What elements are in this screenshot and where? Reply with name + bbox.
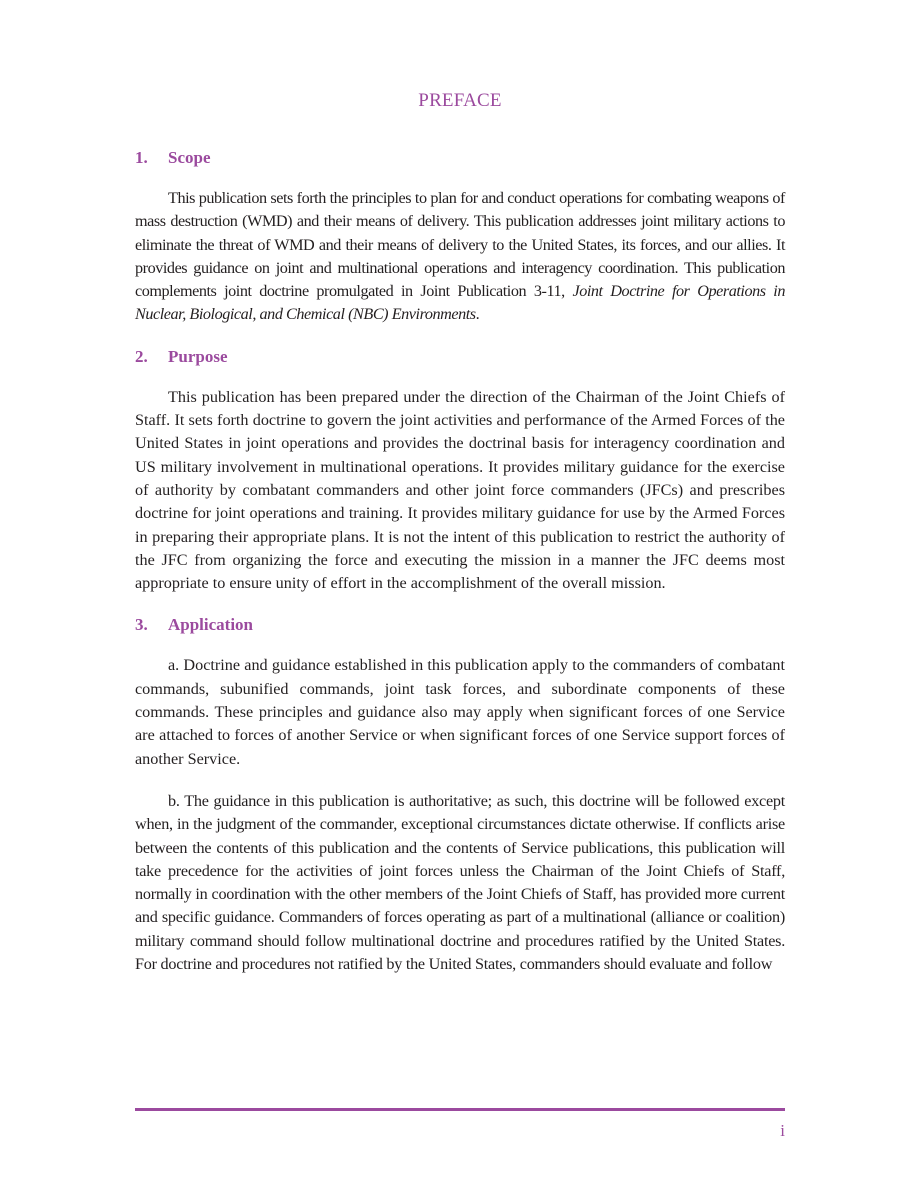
section-number: 1. (135, 148, 148, 167)
page-number: i (780, 1121, 785, 1140)
purpose-paragraph: This publication has been prepared under the direction of the Chairman of the Joint Chiefs of Staff. It sets forth doctrine to govern the joint activities and performance of the Armed Forces of the United States in joint operations and provides the doctrinal basis for interagency coordination and US military involvement in multinational operations. It provides military guidance for the exercise of authority by combatant commanders and other joint force commanders (JFCs) and prescribes doctrine for joint operations and training. It provides military guidance for use by the Armed Forces in preparing their appropriate plans. It is not the intent of this publication to restrict the authority of the JFC from organizing the force and executing the mission in a manner the JFC deems most appropriate to ensure unity of effort in the accomplishment of the overall mission. (135, 387, 785, 593)
section-heading-scope (135, 146, 785, 170)
scope-publication-title: Joint Doctrine for Operations in Nuclear, Biological, and Chemical (NBC) Environments (135, 282, 785, 324)
section-number: 2. (135, 346, 148, 366)
scope-paragraph (135, 187, 785, 327)
document-body (135, 146, 785, 976)
application-paragraph-b: b. The guidance in this publication is authoritative; as such, this doctrine will be followed except when, in the judgment of the commander, exceptional circumstances dictate otherwise. If conflicts arise between the contents of this publication and the contents of Service publications, this publication will take precedence for the activities of joint forces unless the Chairman of the Joint Chiefs of Staff, normally in coordination with the other members of the Joint Chiefs of Staff, has provided more current and specific guidance. Commanders of forces operating as part of a multinational (alliance or coalition) military command should follow multinational doctrine and procedures ratified by the United States. For doctrine and procedures not ratified by the United States, commanders should evaluate and follow (135, 791, 785, 974)
footer-rule (135, 1108, 785, 1111)
section-title: Scope (168, 148, 211, 167)
section-title: Purpose (168, 346, 228, 366)
section-number: 3. (135, 615, 148, 635)
section-heading-application (135, 613, 785, 637)
section-title: Application (168, 615, 254, 635)
scope-text-end: . (475, 305, 480, 324)
scope-text: This publication sets forth the principles to plan for and conduct operations for combating weapons of mass destruction (WMD) and their means of delivery. This publication addresses joint military actions to eliminate the threat of WMD and their means of delivery to the United States, its forces, and our allies. It provides guidance on joint and multinational operations and interagency coordination. This publication complements joint doctrine promulgated in Joint Publication 3-11, (135, 189, 785, 301)
page-title: PREFACE (418, 90, 502, 111)
section-heading-purpose (135, 345, 785, 369)
application-paragraph-a: a. Doctrine and guidance established in this publication apply to the commanders of combatant commands, subunified commands, joint task forces, and subordinate components of these commands. These principles and guidance also may apply when significant forces of one Service are attached to forces of another Service or when significant forces of one Service support forces of another Service. (135, 656, 785, 768)
